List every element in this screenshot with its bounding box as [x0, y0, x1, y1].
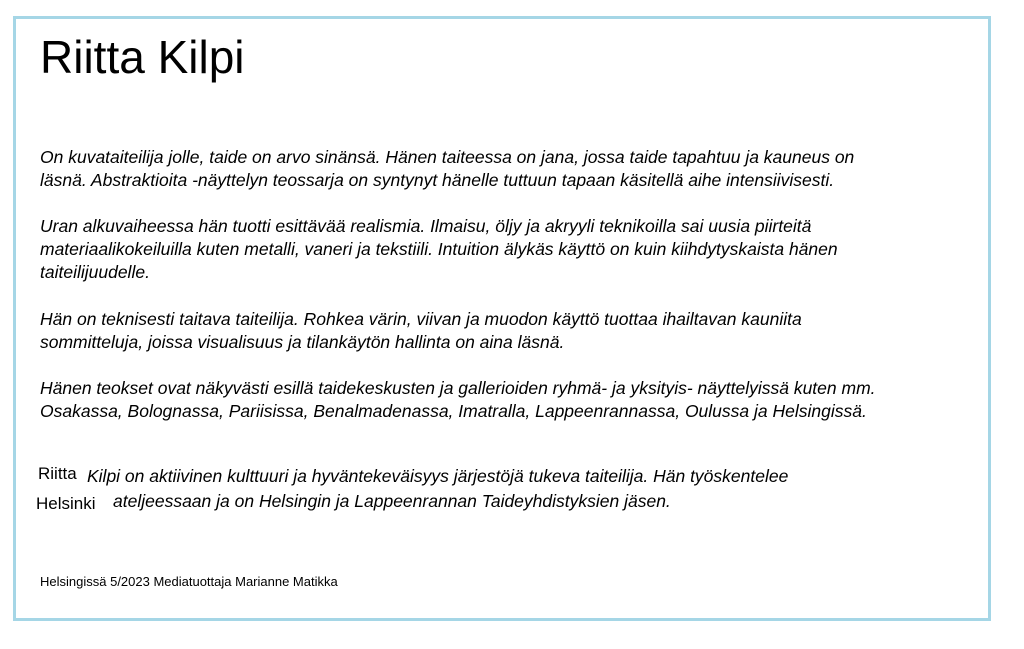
- paragraph-line: läsnä. Abstraktioita -näyttelyn teossarja on syntynyt hänelle tuttuun tapaan käsitellä aihe intensiivisesti.: [40, 170, 835, 190]
- paragraph-line: Uran alkuvaiheessa hän tuotti esittävää realismia. Ilmaisu, öljy ja akryyli teknikoilla sai uusia piirteitä: [40, 216, 812, 236]
- signature-text-line: ateljeessaan ja on Helsingin ja Lappeenrannan Taideyhdistyksien jäsen.: [113, 491, 671, 511]
- paragraph-career: [40, 215, 990, 284]
- signature-city: Helsinki: [36, 494, 96, 513]
- paragraph-line: taiteilijuudelle.: [40, 262, 150, 282]
- paragraph-intro: [40, 146, 990, 192]
- paragraph-line: sommitteluja, joissa visualisuus ja tilankäytön hallinta on aina läsnä.: [40, 332, 565, 352]
- page-title: Riitta Kilpi: [40, 31, 245, 83]
- signature-name: Riitta: [38, 464, 77, 483]
- paragraph-line: Osakassa, Bolognassa, Pariisissa, Benalmadenassa, Imatralla, Lappeenrannassa, Oulussa ja Helsingissä.: [40, 401, 867, 421]
- paragraph-exhibitions: [40, 377, 990, 423]
- paragraph-line: Hänen teokset ovat näkyvästi esillä taidekeskusten ja gallerioiden ryhmä- ja yksityis- näyttelyissä kuten mm.: [40, 378, 876, 398]
- paragraph-line: Hän on teknisesti taitava taiteilija. Rohkea värin, viivan ja muodon käyttö tuottaa ihailtavan kauniita: [40, 309, 802, 329]
- signature-text-line: Kilpi on aktiivinen kulttuuri ja hyväntekeväisyys järjestöjä tukeva taiteilija. Hän työskentelee: [87, 466, 789, 486]
- paragraph-line: On kuvataiteilija jolle, taide on arvo sinänsä. Hänen taiteessa on jana, jossa taide tapahtuu ja kauneus on: [40, 147, 855, 167]
- footer-credit: Helsingissä 5/2023 Mediatuottaja Marianne Matikka: [40, 574, 338, 589]
- paragraph-technique: [40, 308, 990, 354]
- paragraph-line: materiaalikokeiluilla kuten metalli, vaneri ja tekstiili. Intuition älykäs käyttö on kuin kiihdytyskaista hänen: [40, 239, 838, 259]
